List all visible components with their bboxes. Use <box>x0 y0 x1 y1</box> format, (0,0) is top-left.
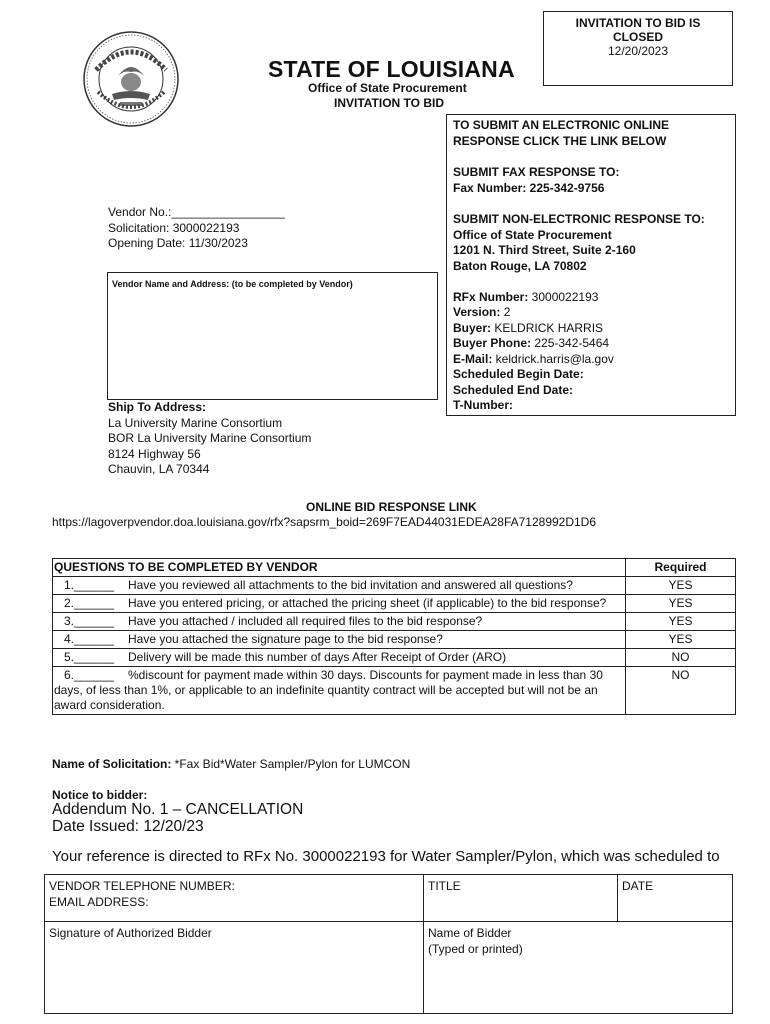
table-row <box>45 875 733 922</box>
signature-label: Signature of Authorized Bidder <box>49 926 212 940</box>
online-bid-title: ONLINE BID RESPONSE LINK <box>306 500 477 514</box>
ship-to-line-4: Chauvin, LA 70344 <box>108 462 210 476</box>
question-number[interactable]: 6.______ <box>64 668 115 682</box>
t-number: T-Number: <box>453 398 513 412</box>
required-value: YES <box>626 577 736 595</box>
title-cell[interactable] <box>424 875 618 922</box>
date-cell[interactable] <box>618 875 733 922</box>
ship-to-address <box>108 400 311 478</box>
required-value: NO <box>626 649 736 667</box>
date-label: DATE <box>622 879 654 893</box>
rfx-email: E-Mail: keldrick.harris@la.gov <box>453 352 614 366</box>
question-number[interactable]: 4.______ <box>64 632 115 646</box>
notice-label: Notice to bidder: <box>52 788 148 802</box>
vendor-box-label: Vendor Name and Address: (to be completed by Vendor) <box>112 279 353 289</box>
address-line-1: Office of State Procurement <box>453 228 612 242</box>
addendum-title: Addendum No. 1 – CANCELLATION <box>52 801 304 818</box>
bidder-name-note: (Typed or printed) <box>428 941 523 956</box>
scheduled-end-date: Scheduled End Date: <box>453 383 574 397</box>
submission-info-box <box>446 114 736 416</box>
ship-to-line-3: 8124 Highway 56 <box>108 446 201 461</box>
required-value: YES <box>626 631 736 649</box>
required-value: NO <box>626 667 736 715</box>
signature-cell[interactable] <box>45 922 424 1014</box>
vendor-questions-table <box>52 558 736 715</box>
rfx-buyer: Buyer: KELDRICK HARRIS <box>453 321 604 335</box>
status-line-2: CLOSED <box>612 30 663 44</box>
ship-to-heading: Ship To Address: <box>108 400 207 414</box>
scheduled-begin-date: Scheduled Begin Date: <box>453 367 584 381</box>
table-row <box>53 631 736 649</box>
title-label: TITLE <box>428 879 461 893</box>
question-text: Have you entered pricing, or attached the pricing sheet (if applicable) to the bid response? <box>128 596 607 610</box>
bidder-name-cell[interactable] <box>424 922 733 1014</box>
question-text: Have you attached / included all required files to the bid response? <box>128 614 483 628</box>
bidder-name-label: Name of Bidder <box>428 926 512 940</box>
state-seal-icon <box>82 30 180 128</box>
table-row <box>53 595 736 613</box>
question-text: Delivery will be made this number of days After Receipt of Order (ARO) <box>128 650 507 664</box>
vendor-phone-label: VENDOR TELEPHONE NUMBER: <box>49 879 235 893</box>
table-row <box>53 577 736 595</box>
vendor-contact-cell[interactable] <box>45 875 424 922</box>
document-subtitle: INVITATION TO BID <box>334 96 444 110</box>
table-header-row <box>53 559 736 577</box>
question-text: Have you attached the signature page to the bid response? <box>128 632 443 646</box>
nonelectronic-heading: SUBMIT NON-ELECTRONIC RESPONSE TO: <box>453 212 705 226</box>
question-number[interactable]: 3.______ <box>64 614 115 628</box>
question-number[interactable]: 5.______ <box>64 650 115 664</box>
status-line-1: INVITATION TO BID IS <box>575 16 701 30</box>
status-date: 12/20/2023 <box>607 44 669 58</box>
questions-header: QUESTIONS TO BE COMPLETED BY VENDOR <box>53 559 626 577</box>
opening-date: Opening Date: 11/30/2023 <box>108 236 248 250</box>
electronic-line-1: TO SUBMIT AN ELECTRONIC ONLINE <box>453 118 669 132</box>
online-bid-link[interactable]: https://lagoverpvendor.doa.louisiana.gov/rfx?sapsrm_boid=269F7EAD44031EDEA28FA7128992D1D6 <box>52 515 597 529</box>
question-number[interactable]: 1.______ <box>64 578 115 592</box>
required-value: YES <box>626 595 736 613</box>
required-header: Required <box>626 559 736 577</box>
electronic-line-2: RESPONSE CLICK THE LINK BELOW <box>453 134 667 148</box>
vendor-email-label: EMAIL ADDRESS: <box>49 894 149 909</box>
address-line-2: 1201 N. Third Street, Suite 2-160 <box>453 243 636 257</box>
address-line-3: Baton Rouge, LA 70802 <box>453 259 587 273</box>
ship-to-line-1: La University Marine Consortium <box>108 415 283 430</box>
addendum-info <box>52 801 303 835</box>
rfx-number: RFx Number: 3000022193 <box>453 290 599 304</box>
reference-text: Your reference is directed to RFx No. 3000022193 for Water Sampler/Pylon, which was scheduled to <box>52 848 720 865</box>
date-issued: Date Issued: 12/20/23 <box>52 818 204 835</box>
rfx-buyer-phone: Buyer Phone: 225-342-5464 <box>453 336 610 350</box>
table-row <box>53 613 736 631</box>
signature-table <box>44 874 733 1014</box>
fax-number: Fax Number: 225-342-9756 <box>453 181 605 195</box>
office-name: Office of State Procurement <box>308 81 467 95</box>
table-row <box>53 667 736 715</box>
required-value: YES <box>626 613 736 631</box>
bid-status-box <box>543 11 733 86</box>
vendor-name-address-box[interactable] <box>107 272 438 400</box>
vendor-number: Vendor No.:_________________ <box>108 205 285 219</box>
rfx-version: Version: 2 <box>453 305 511 319</box>
page-title: STATE OF LOUISIANA <box>268 56 515 82</box>
vendor-info <box>108 205 285 252</box>
question-number[interactable]: 2.______ <box>64 596 115 610</box>
table-row <box>45 922 733 1014</box>
solicitation-name: Name of Solicitation: *Fax Bid*Water Sampler/Pylon for LUMCON <box>52 757 411 771</box>
question-text: %discount for payment made within 30 days. Discounts for payment made in less than 30 days, of less than 1%, or applicable to an indefinite quantity contract will be accepted but will not be an award consideration. <box>54 668 603 712</box>
solicitation-number: Solicitation: 3000022193 <box>108 220 240 235</box>
question-text: Have you reviewed all attachments to the bid invitation and answered all questions? <box>128 578 573 592</box>
fax-heading: SUBMIT FAX RESPONSE TO: <box>453 165 620 179</box>
ship-to-line-2: BOR La University Marine Consortium <box>108 431 312 445</box>
table-row <box>53 649 736 667</box>
